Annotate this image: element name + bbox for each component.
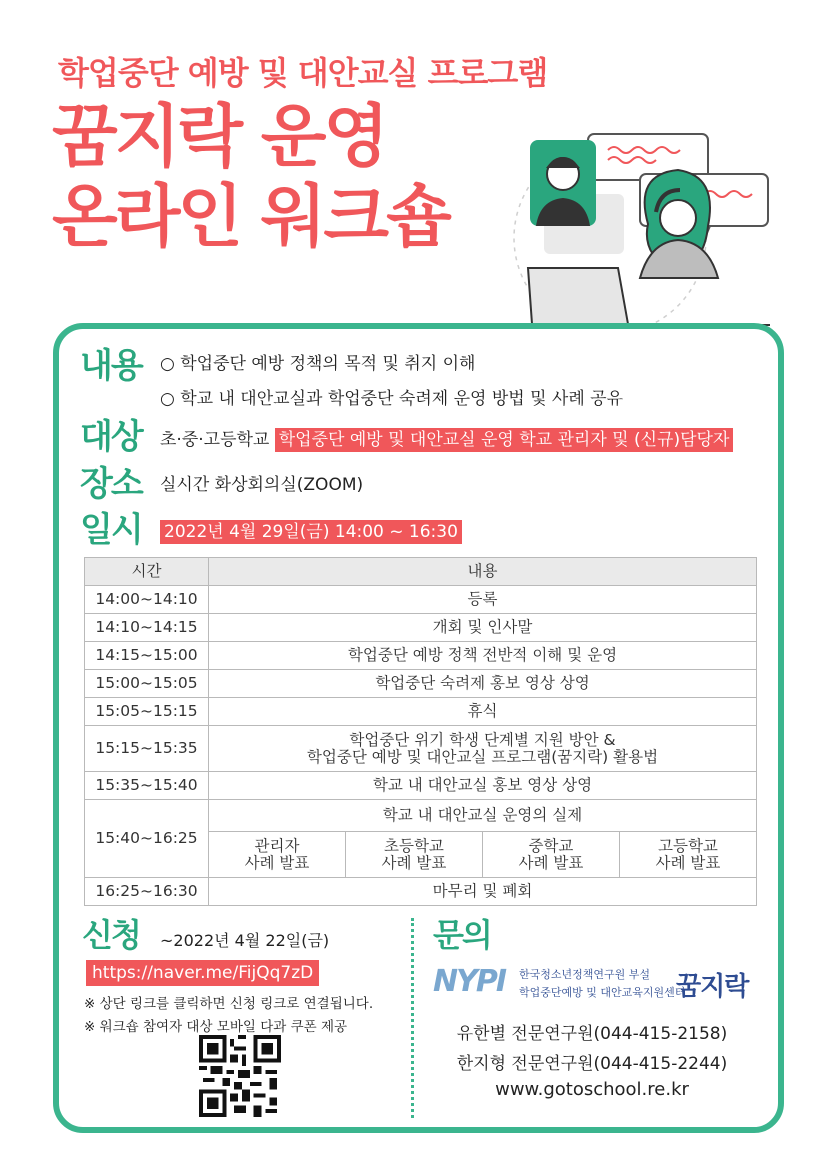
sub-line1: 중학교: [528, 836, 574, 855]
main-title-line2: 온라인 워크숍: [52, 178, 449, 257]
row-content: 개회 및 인사말: [209, 614, 757, 642]
sub-presentation: [619, 832, 756, 878]
row-time: 14:15~15:00: [85, 642, 209, 670]
main-title-line1: 꿈지락 운영: [52, 98, 387, 177]
schedule-header-content: 내용: [209, 558, 757, 586]
row-content: 학업중단 숙려제 홍보 영상 상영: [209, 670, 757, 698]
row-content: [209, 726, 757, 772]
target-highlight: 학업중단 예방 및 대안교실 운영 학교 관리자 및 (신규)담당자: [275, 428, 734, 452]
datetime-label: 일시: [80, 510, 142, 550]
row-content: 마무리 및 폐회: [209, 878, 757, 906]
inquiry-label: 문의: [433, 916, 491, 954]
place-value: 실시간 화상회의실(ZOOM): [160, 475, 364, 495]
apply-label: 신청: [82, 916, 140, 954]
row-content: 휴식: [209, 698, 757, 726]
target-label: 대상: [80, 417, 142, 457]
apply-note-2: ※ 워크숍 참여자 대상 모바일 다과 쿠폰 제공: [84, 1019, 348, 1035]
row-content: 학업중단 예방 정책 전반적 이해 및 운영: [209, 642, 757, 670]
table-row: [85, 586, 757, 614]
table-row: [85, 772, 757, 800]
apply-deadline: ~2022년 4월 22일(금): [160, 931, 330, 950]
row-content-line1: 학업중단 위기 학생 단계별 지원 방안 &: [349, 730, 616, 749]
contact-1: 유한별 전문연구원(044-415-2158): [456, 1024, 728, 1044]
table-row: [85, 800, 757, 832]
target-text: [160, 425, 733, 450]
sub-line1: 관리자: [254, 836, 300, 855]
table-row: [85, 642, 757, 670]
schedule-table: [84, 557, 757, 906]
row-time: 14:00~14:10: [85, 586, 209, 614]
row-content: 등록: [209, 586, 757, 614]
video-call-illustration: [500, 128, 780, 328]
website-link[interactable]: www.gotoschool.re.kr: [495, 1079, 689, 1100]
sub-presentation: [345, 832, 482, 878]
nypi-logo-mark: NYPI: [433, 964, 505, 999]
row-time: 14:10~14:15: [85, 614, 209, 642]
table-row: [85, 726, 757, 772]
sub-line2: 사례 발표: [381, 853, 447, 872]
sub-line2: 사례 발표: [244, 853, 310, 872]
apply-link[interactable]: https://naver.me/FijQq7zD: [86, 960, 319, 986]
schedule-header-time: 시간: [85, 558, 209, 586]
program-subtitle: 학업중단 예방 및 대안교실 프로그램: [58, 54, 548, 92]
table-row: [85, 878, 757, 906]
table-row: [85, 670, 757, 698]
content-item-1: ○ 학업중단 예방 정책의 목적 및 취지 이해: [160, 354, 476, 374]
nypi-logo: [433, 960, 763, 1010]
sub-presentation: [209, 832, 346, 878]
row-time: 15:15~15:35: [85, 726, 209, 772]
sub-line1: 고등학교: [658, 836, 718, 855]
logo-brand: 꿈지락: [676, 972, 749, 1002]
content-label: 내용: [80, 346, 142, 386]
target-prefix: 초·중·고등학교: [160, 430, 270, 450]
apply-note-1: ※ 상단 링크를 클릭하면 신청 링크로 연결됩니다.: [84, 996, 374, 1012]
row-time: 15:00~15:05: [85, 670, 209, 698]
table-row: [85, 698, 757, 726]
table-row: [85, 614, 757, 642]
qr-code[interactable]: [199, 1035, 281, 1117]
row-content: 학교 내 대안교실 운영의 실제: [209, 800, 757, 832]
row-time: 15:05~15:15: [85, 698, 209, 726]
row-time: 15:35~15:40: [85, 772, 209, 800]
row-time: 16:25~16:30: [85, 878, 209, 906]
sub-line2: 사례 발표: [655, 853, 721, 872]
row-time: 15:40~16:25: [85, 800, 209, 878]
logo-line2: 학업중단예방 및 대안교육지원센터: [519, 986, 686, 999]
datetime-value: 2022년 4월 29일(금) 14:00 ~ 16:30: [160, 520, 462, 544]
row-content-line2: 학업중단 예방 및 대안교실 프로그램(꿈지락) 활용법: [306, 747, 659, 766]
contact-2: 한지형 전문연구원(044-415-2244): [456, 1054, 728, 1074]
content-item-2: ○ 학교 내 대안교실과 학업중단 숙려제 운영 방법 및 사례 공유: [160, 389, 623, 409]
logo-line1: 한국청소년정책연구원 부설: [519, 968, 651, 981]
sub-presentation: [482, 832, 619, 878]
row-content: 학교 내 대안교실 홍보 영상 상영: [209, 772, 757, 800]
sub-line1: 초등학교: [384, 836, 444, 855]
sub-line2: 사례 발표: [518, 853, 584, 872]
place-label: 장소: [80, 464, 142, 504]
